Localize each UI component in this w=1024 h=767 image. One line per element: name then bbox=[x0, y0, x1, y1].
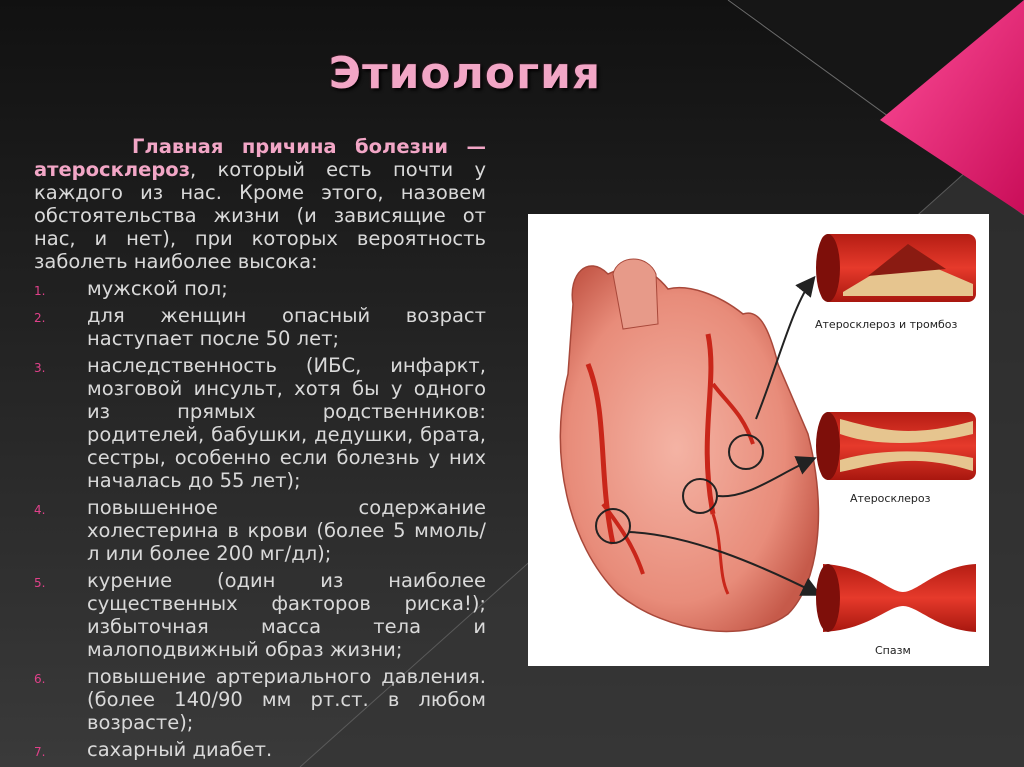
list-item bbox=[34, 304, 486, 350]
intro-rest: , который есть почти у каждого из нас. Кроме этого, назовем обстоятельства жизни (и зависящие от нас, и нет), при которых вероятность заболеть наиболее высока: bbox=[34, 158, 486, 273]
list-text: курение (один из наиболее существенных факторов риска!); избыточная масса тела и малоподвижный образ жизни; bbox=[87, 569, 486, 661]
intro-accent: атеросклероз bbox=[34, 158, 191, 181]
heart-diagram bbox=[528, 214, 989, 666]
vessel-spasm bbox=[816, 564, 976, 632]
list-item bbox=[34, 277, 486, 300]
caption-spasm: Спазм bbox=[875, 644, 911, 657]
caption-atherosclerosis: Атеросклероз bbox=[850, 492, 931, 505]
list-number: 4. bbox=[34, 503, 46, 517]
caption-thrombosis: Атеросклероз и тромбоз bbox=[815, 318, 958, 331]
heart-illustration bbox=[560, 259, 818, 631]
list-text: наследственность (ИБС, инфаркт, мозговой инсульт, хотя бы у одного из прямых родственников: родителей, бабушки, дедушки, брата, сестры, особенно если болезнь у них началась до 55 лет); bbox=[87, 354, 486, 492]
intro-lead: Главная причина болезни — bbox=[132, 135, 486, 158]
list-item bbox=[34, 665, 486, 734]
list-item bbox=[34, 569, 486, 661]
intro-paragraph bbox=[34, 135, 486, 273]
vessel-thrombosis bbox=[816, 234, 976, 302]
list-text: повышенное содержание холестерина в крови (более 5 ммоль/л или более 200 мг/дл); bbox=[87, 496, 486, 565]
list-text: сахарный диабет. bbox=[87, 738, 273, 761]
list-item bbox=[34, 496, 486, 565]
list-item bbox=[34, 738, 486, 761]
list-text: мужской пол; bbox=[87, 277, 228, 300]
list-number: 3. bbox=[34, 361, 46, 375]
slide-body bbox=[34, 135, 486, 765]
vessel-atherosclerosis bbox=[816, 412, 976, 480]
slide-title: Этиология bbox=[328, 48, 602, 99]
list-number: 5. bbox=[34, 576, 46, 590]
list-number: 1. bbox=[34, 284, 46, 298]
risk-factor-list bbox=[34, 277, 486, 761]
list-number: 7. bbox=[34, 745, 46, 759]
list-text: повышение артериального давления.(более 140/90 мм рт.ст. в любом возрасте); bbox=[87, 665, 486, 734]
list-text: для женщин опасный возраст наступает после 50 лет; bbox=[87, 304, 486, 350]
list-item bbox=[34, 354, 486, 492]
list-number: 6. bbox=[34, 672, 46, 686]
list-number: 2. bbox=[34, 311, 46, 325]
